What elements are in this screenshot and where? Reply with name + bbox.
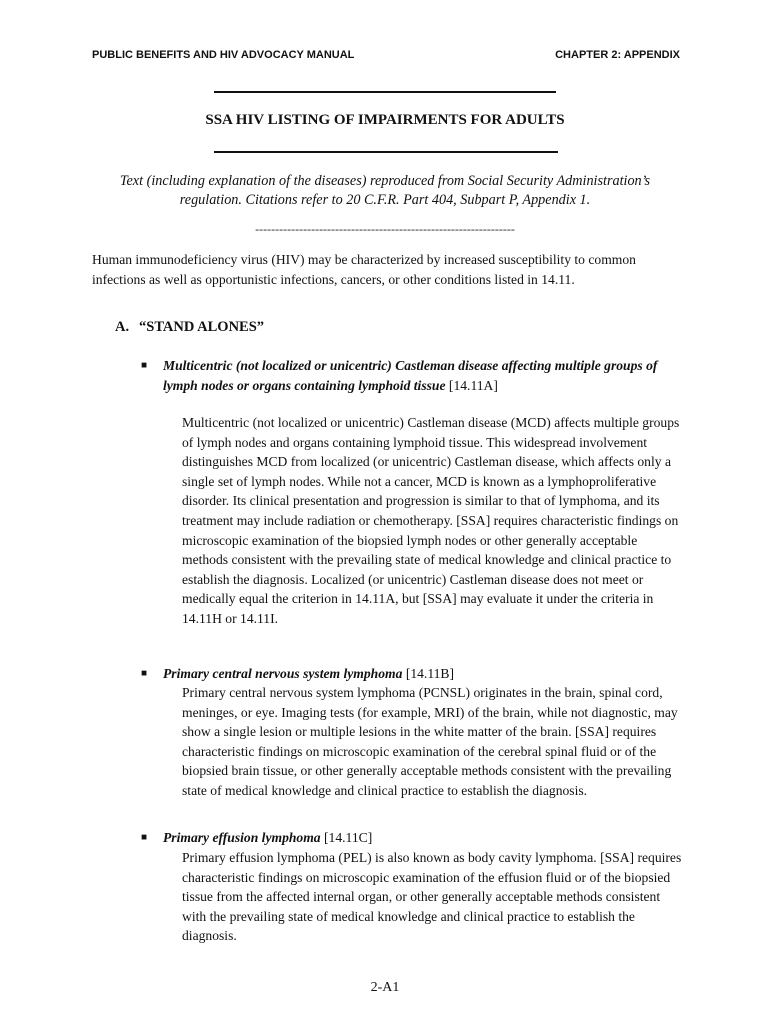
item-description: Multicentric (not localized or unicentric) Castleman disease (MCD) affects multiple groups of lymph nodes and organs containing lymphoid tissue. This widespread involvement distinguishes MCD from localized (or unicentric) Castleman disease, which affects only a single set of lymph nodes. While not a cancer, MCD is known as a lymphoproliferative disorder. Its clinical presentation and progression is similar to that of lymphoma, and its treatment may include radiation or chemotherapy. [SSA] requires characteristic findings on microscopic examination of the biopsied lymph nodes or other generally acceptable methods consistent with the prevailing state of medical knowledge and clinical practice to establish the diagnosis. Localized (or unicentric) Castleman disease does not meet or medically equal the criterion in 14.11A, but [SSA] may evaluate it under the criteria in 14.11H or 14.11I. <box>182 415 680 626</box>
item-description: Primary effusion lymphoma (PEL) is also known as body cavity lymphoma. [SSA] requires characteristic findings on microscopic examination of the effusion fluid or of the biopsied tissue from the affected internal organ, or other generally acceptable methods consistent with the prevailing state of medical knowledge and clinical practice to establish the diagnosis. <box>182 850 682 944</box>
item-citation: [14.11A] <box>448 377 498 393</box>
bullet-icon: ■ <box>141 668 148 679</box>
bottom-rule <box>214 151 558 153</box>
intro-paragraph: Human immunodeficiency virus (HIV) may be characterized by increased susceptibility to common infections as well as opportunistic infections, cancers, or other conditions listed in 14.11. <box>92 252 636 287</box>
bullet-icon: ■ <box>141 832 148 843</box>
source-note: Text (including explanation of the diseases) reproduced from Social Security Administration’s regulation. Citations refer to 20 C.F.R. Part 404, Subpart P, Appendix 1. <box>119 173 651 208</box>
list-item-heading <box>163 828 663 848</box>
section-heading <box>115 319 264 336</box>
bullet-icon: ■ <box>141 360 148 371</box>
item-name: Primary effusion lymphoma <box>163 830 321 845</box>
header-manual-title: PUBLIC BENEFITS AND HIV ADVOCACY MANUAL <box>92 49 355 61</box>
dashed-divider: ----------------------------------------------------------------- <box>255 222 515 236</box>
top-rule <box>214 91 556 93</box>
item-citation: [14.11C] <box>324 830 373 845</box>
item-name: Multicentric (not localized or unicentric) Castleman disease affecting multiple groups of lymph nodes or organs containing lymphoid tissue <box>163 358 658 393</box>
item-name: Primary central nervous system lymphoma <box>163 666 403 681</box>
section-title: “STAND ALONES” <box>139 319 265 335</box>
list-item-heading <box>163 664 663 684</box>
page-title: SSA HIV LISTING OF IMPAIRMENTS FOR ADULTS <box>205 112 565 128</box>
item-citation: [14.11B] <box>405 666 455 681</box>
section-letter: A. <box>115 319 130 335</box>
list-item-heading <box>163 356 663 395</box>
page-number: 2-A1 <box>370 980 400 995</box>
header-chapter: CHAPTER 2: APPENDIX <box>555 49 680 61</box>
item-description: Primary central nervous system lymphoma (PCNSL) originates in the brain, spinal cord, meninges, or eye. Imaging tests (for example, MRI) of the brain, while not diagnostic, may show a single lesion or multiple lesions in the white matter of the brain. [SSA] requires characteristic findings on microscopic examination of the cerebral spinal fluid or of the biopsied brain tissue, or other generally acceptable methods consistent with the prevailing state of medical knowledge and clinical practice to establish the diagnosis. <box>182 685 678 798</box>
